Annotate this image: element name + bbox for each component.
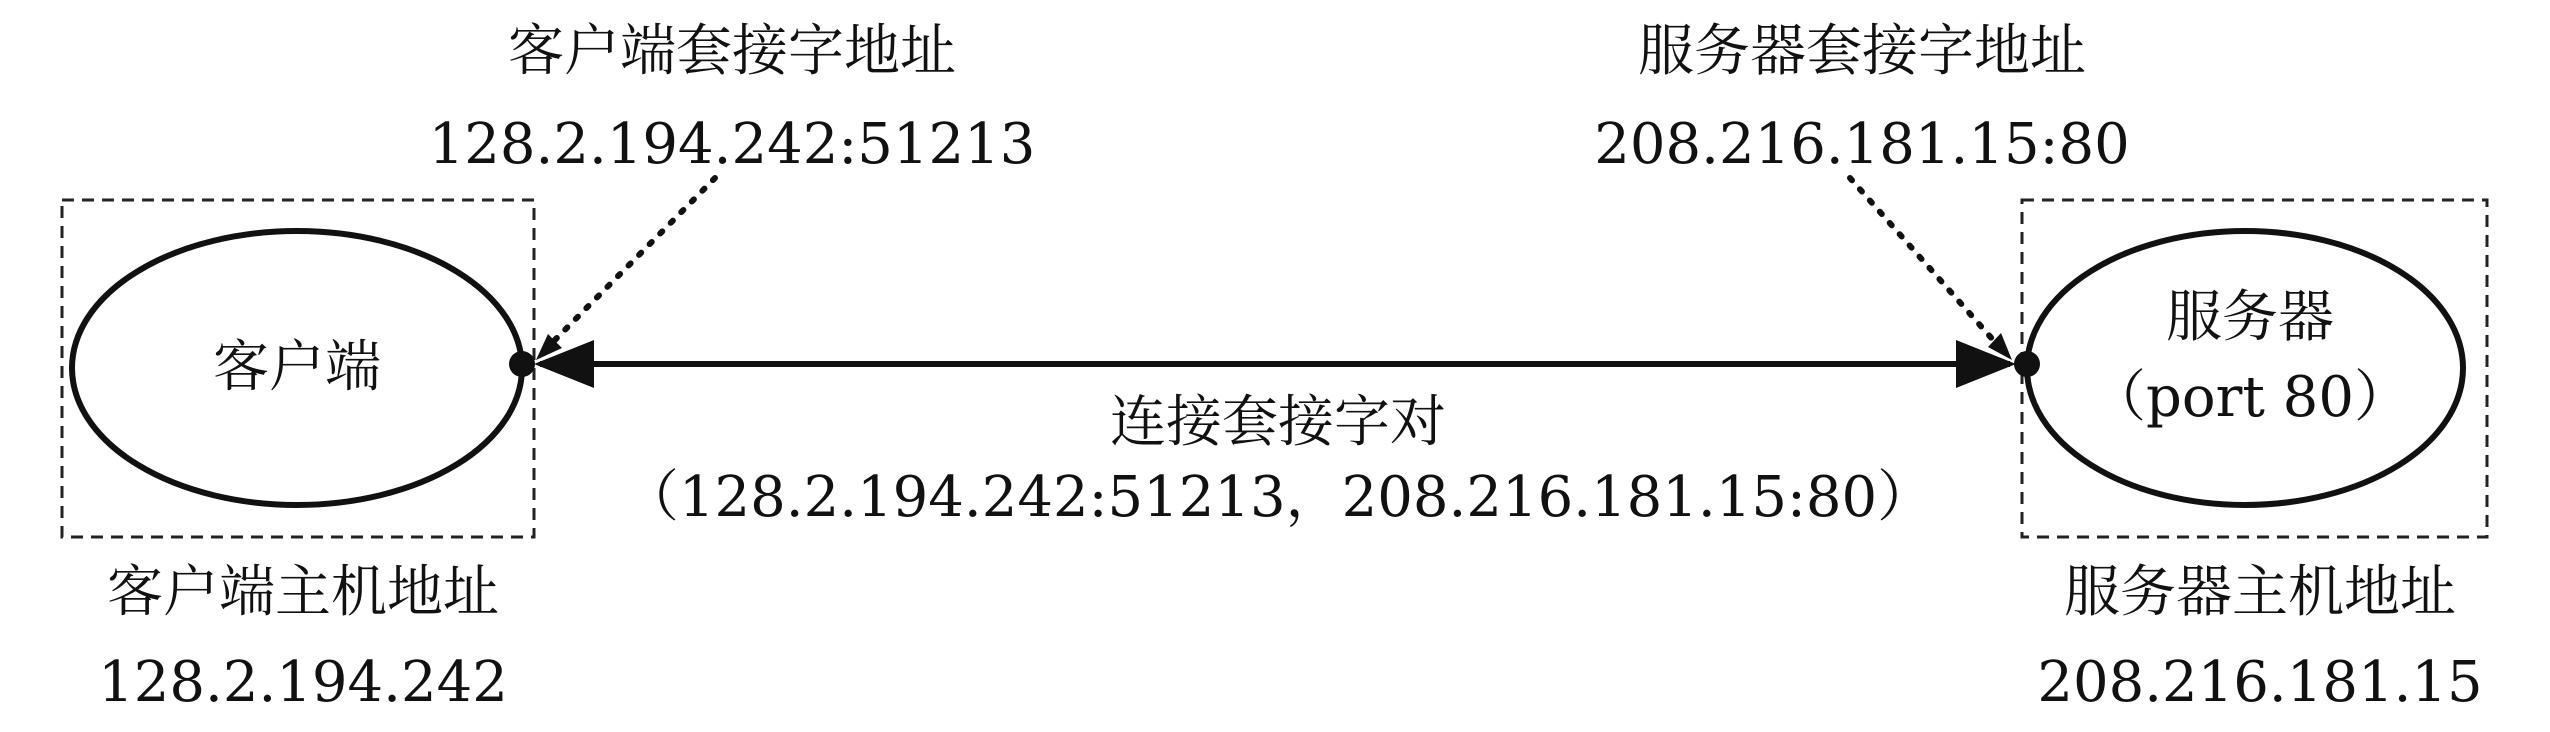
server-socket-address: 208.216.181.15:80	[1594, 112, 2130, 177]
client-host-address: 128.2.194.242	[98, 650, 508, 715]
client-socket-pointer	[545, 178, 715, 350]
client-socket-dot	[509, 351, 535, 377]
client-socket-address: 128.2.194.242:51213	[428, 112, 1036, 177]
server-socket-title: 服务器套接字地址	[1638, 19, 2086, 84]
server-host-address: 208.216.181.15	[2037, 650, 2483, 715]
connection-title: 连接套接字对	[1110, 390, 1446, 455]
connection-pair: （128.2.194.242:51213，208.216.181.15:80）	[622, 465, 1934, 530]
client-socket-title: 客户端套接字地址	[508, 19, 956, 84]
client-host-title: 客户端主机地址	[107, 560, 499, 625]
server-host-title: 服务器主机地址	[2064, 560, 2456, 625]
server-socket-dot	[2014, 351, 2040, 377]
client-name: 客户端	[213, 335, 381, 400]
server-socket-pointer	[1850, 178, 2002, 350]
server-port: （port 80）	[2090, 365, 2410, 430]
server-name: 服务器	[2166, 285, 2334, 350]
